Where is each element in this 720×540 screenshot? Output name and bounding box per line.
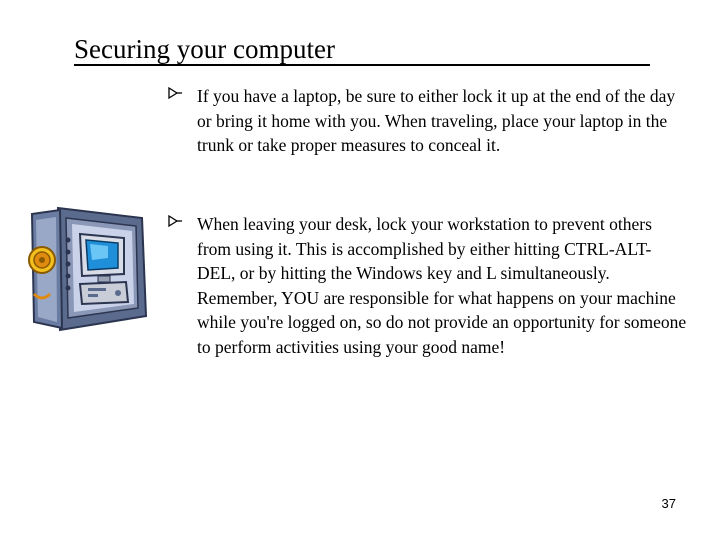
arrow-bullet-icon <box>168 84 190 109</box>
bullet-text: If you have a laptop, be sure to either lock it up at the end of the day or bring it home with you. When traveling, place your laptop in the trunk or take proper measures to conceal it. <box>197 86 676 155</box>
title-block <box>74 34 650 70</box>
page-number: 37 <box>661 496 676 511</box>
computer-in-safe-icon <box>20 204 150 332</box>
title-underline <box>74 64 650 66</box>
bullet-item <box>168 84 688 158</box>
bullet-item <box>168 212 688 359</box>
bullet-text: When leaving your desk, lock your workstation to prevent others from using it. This is accomplished by either hitting CTRL-ALT-DEL, or by hitting the Windows key and L simultaneously. Remember, YOU are responsible for what happens on your machine while you're logged on, so do not provide an opportunity for someone to perform activities using your good name! <box>197 214 687 357</box>
slide-title: Securing your computer <box>74 34 335 64</box>
arrow-bullet-icon <box>168 212 190 237</box>
